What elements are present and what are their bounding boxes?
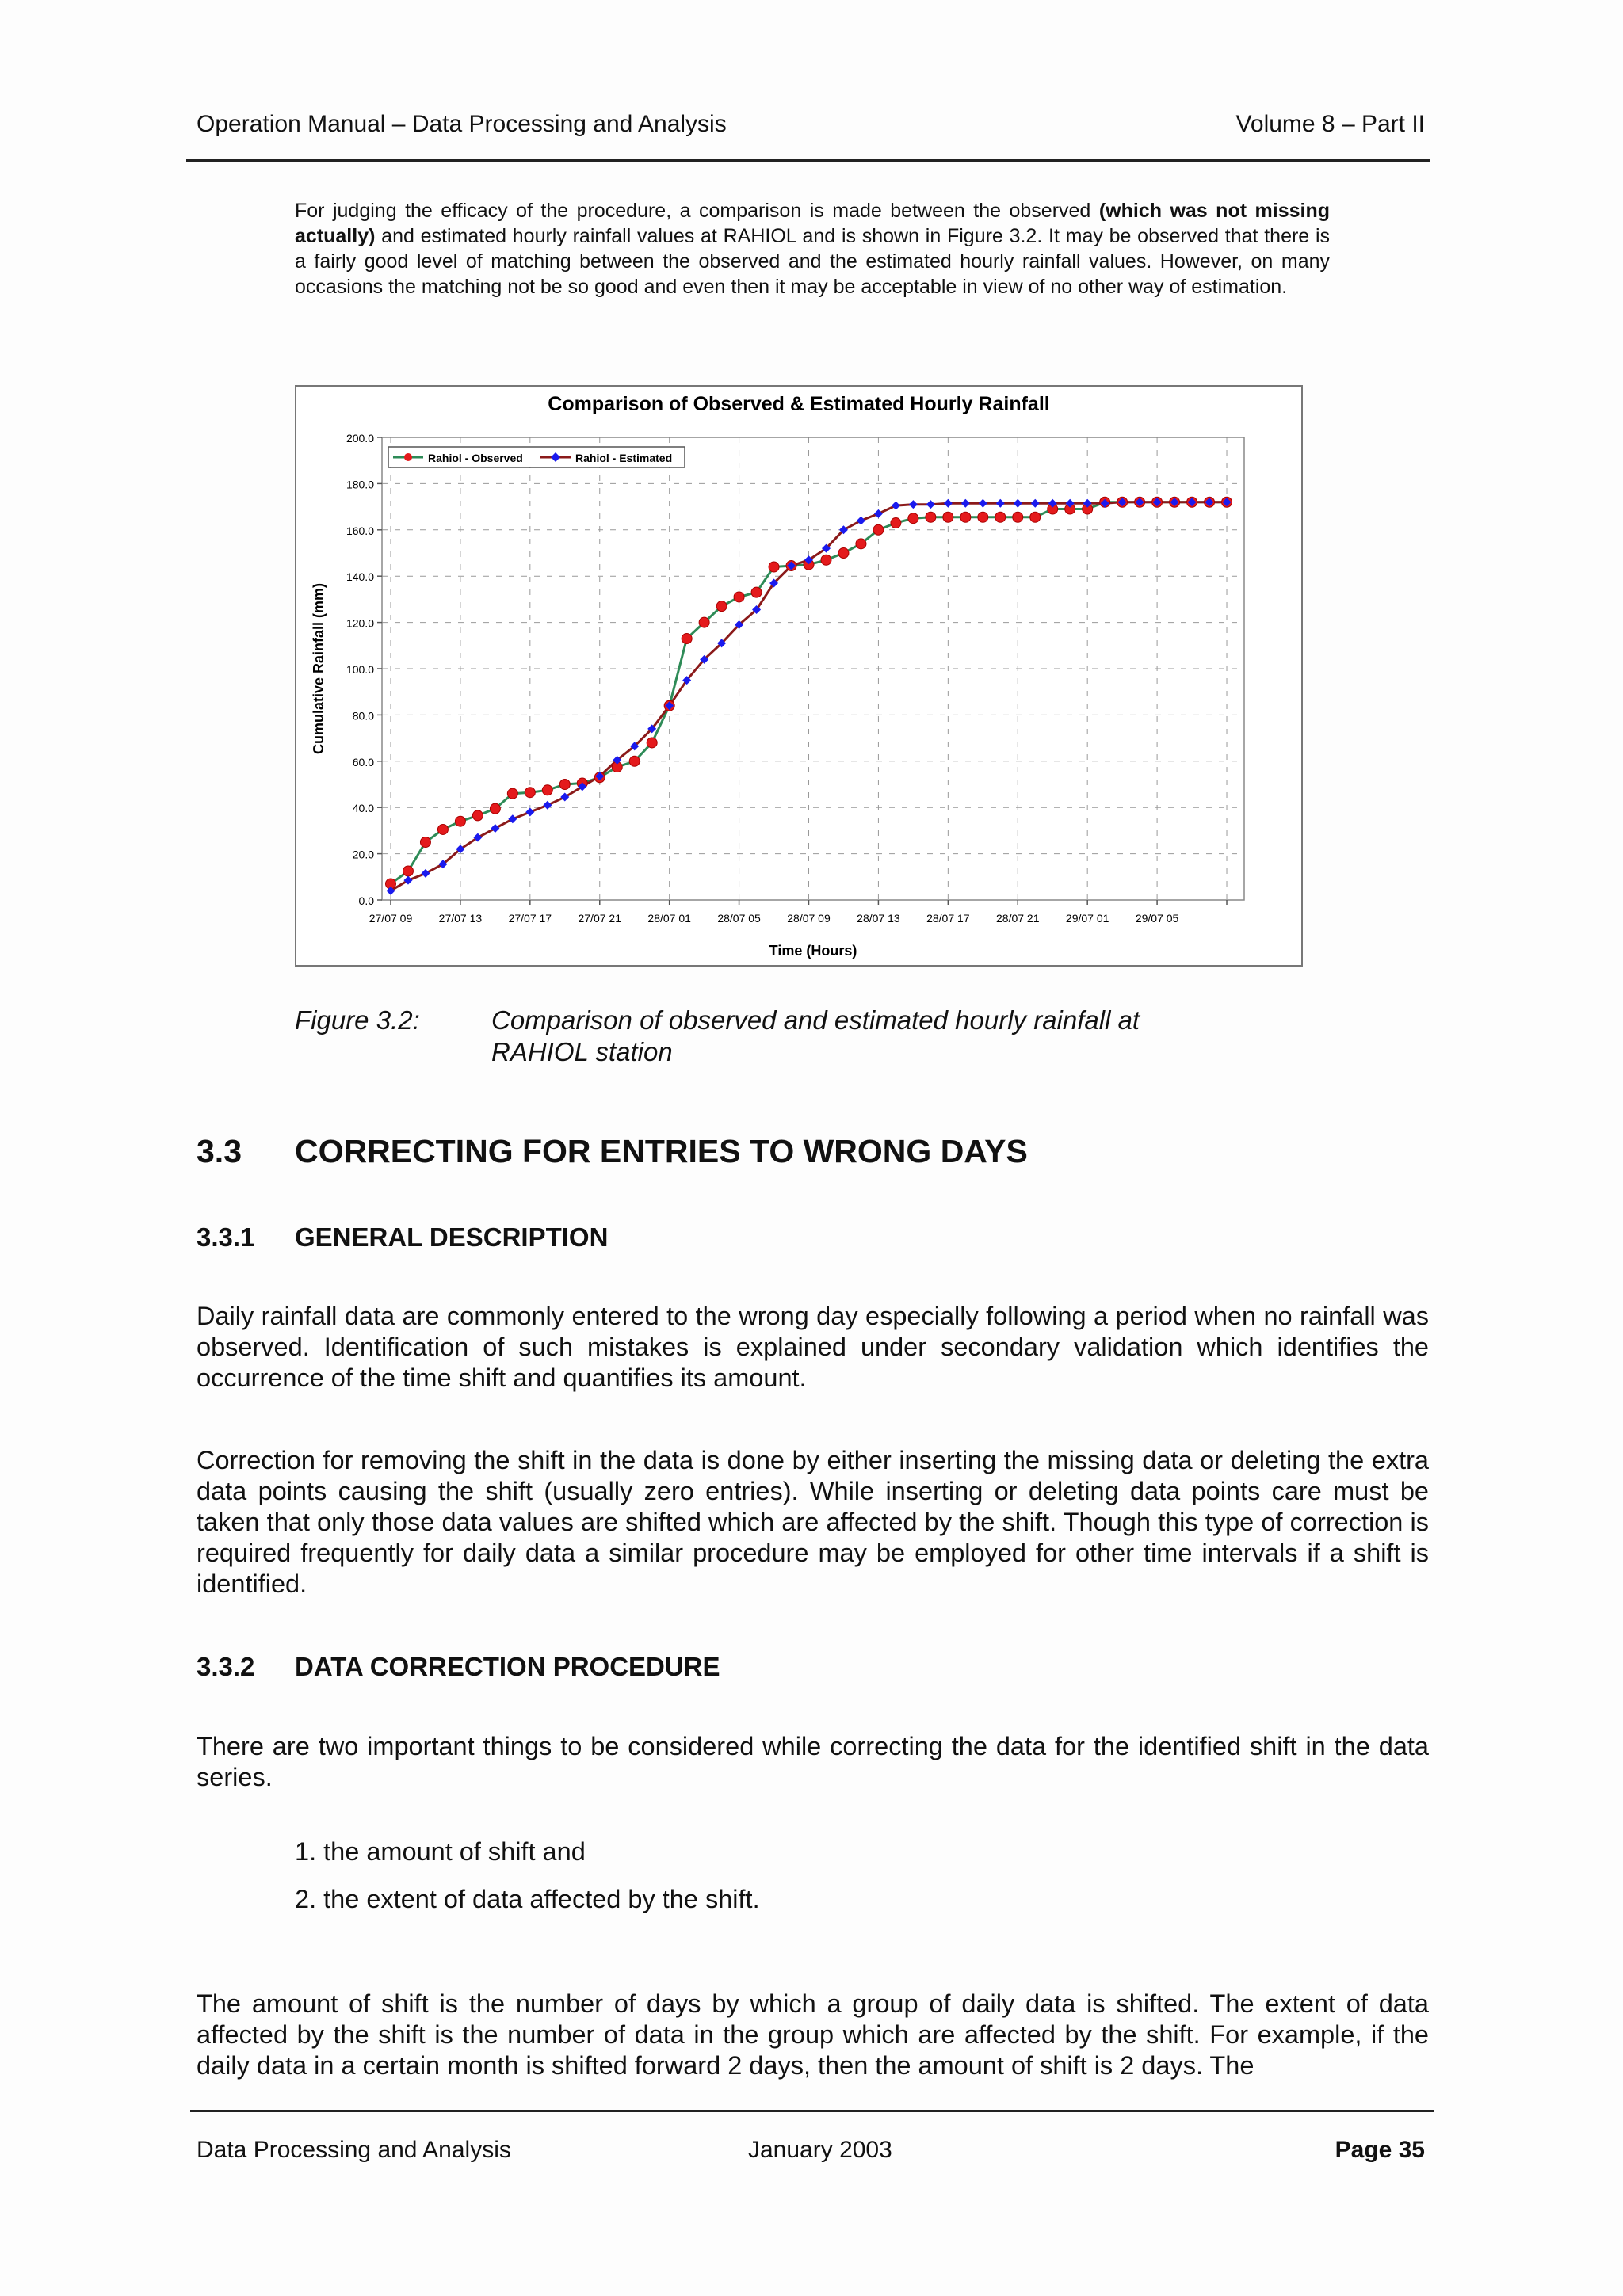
data-point-estimated xyxy=(979,499,987,508)
data-point-observed xyxy=(995,512,1006,522)
list-item: 1. the amount of shift and xyxy=(295,1837,586,1866)
data-point-observed xyxy=(420,837,430,848)
y-tick-label: 120.0 xyxy=(346,616,374,630)
data-point-estimated xyxy=(926,500,935,509)
x-tick-label: 27/07 13 xyxy=(438,912,483,925)
x-tick-label: 27/07 09 xyxy=(369,912,413,925)
header-volume: Volume 8 – Part II xyxy=(1235,111,1425,137)
data-point-estimated xyxy=(874,509,883,518)
x-tick-label: 28/07 13 xyxy=(857,912,900,925)
x-tick-label: 28/07 01 xyxy=(647,912,691,925)
data-point-observed xyxy=(507,788,517,799)
data-point-estimated xyxy=(857,517,865,525)
data-point-observed xyxy=(490,803,500,814)
data-point-observed xyxy=(716,601,727,612)
data-point-observed xyxy=(926,512,936,522)
data-point-estimated xyxy=(944,499,953,508)
subsection-1-number: 3.3.1 xyxy=(197,1222,255,1252)
section-number: 3.3 xyxy=(197,1133,242,1169)
data-point-observed xyxy=(1030,512,1041,522)
data-point-observed xyxy=(629,756,640,766)
footer-title: Data Processing and Analysis xyxy=(197,2137,511,2163)
y-tick-label: 200.0 xyxy=(346,432,374,444)
chart-legend xyxy=(388,447,685,467)
data-point-observed xyxy=(856,539,866,549)
data-point-observed xyxy=(437,824,448,834)
list-item: 2. the extent of data affected by the shift. xyxy=(295,1885,760,1913)
y-tick-label: 0.0 xyxy=(358,894,374,907)
data-point-observed xyxy=(838,548,849,559)
x-tick-label: 28/07 05 xyxy=(717,912,761,925)
data-point-observed xyxy=(751,587,762,597)
data-point-observed xyxy=(403,866,413,876)
y-tick-label: 20.0 xyxy=(352,848,374,861)
y-tick-label: 160.0 xyxy=(346,524,374,537)
x-tick-label: 29/07 05 xyxy=(1135,912,1179,925)
data-point-observed xyxy=(821,555,831,565)
data-point-observed xyxy=(978,512,988,522)
data-point-observed xyxy=(734,592,744,602)
data-point-observed xyxy=(647,738,657,748)
data-point-estimated xyxy=(525,808,534,817)
subsection-2-title: DATA CORRECTION PROCEDURE xyxy=(295,1652,720,1681)
data-point-observed xyxy=(960,512,971,522)
subsection-1-title: GENERAL DESCRIPTION xyxy=(295,1222,609,1252)
data-point-estimated xyxy=(421,869,430,878)
legend-label-observed: Rahiol - Observed xyxy=(428,452,523,464)
data-point-estimated xyxy=(961,499,970,508)
figure-caption-line2: RAHIOL station xyxy=(491,1037,673,1066)
header-title: Operation Manual – Data Processing and Analysis xyxy=(197,111,727,137)
paragraph-procedure-1: There are two important things to be considered while correcting the data for the identified shift in the data series. xyxy=(197,1732,1429,1791)
data-point-estimated xyxy=(1014,499,1022,508)
y-tick-label: 80.0 xyxy=(352,709,374,723)
x-tick-label: 27/07 17 xyxy=(508,912,552,925)
section-title: CORRECTING FOR ENTRIES TO WRONG DAYS xyxy=(295,1133,1028,1169)
data-point-estimated xyxy=(1031,499,1040,508)
data-point-estimated xyxy=(892,502,900,510)
data-point-estimated xyxy=(491,824,499,833)
data-point-observed xyxy=(873,524,884,535)
data-point-observed xyxy=(769,562,779,572)
legend-marker-observed xyxy=(404,453,412,461)
x-tick-label: 29/07 01 xyxy=(1065,912,1109,925)
data-point-observed xyxy=(682,634,692,644)
legend-label-estimated: Rahiol - Estimated xyxy=(575,452,673,464)
y-tick-label: 40.0 xyxy=(352,802,374,815)
footer-date: January 2003 xyxy=(748,2137,892,2163)
data-point-observed xyxy=(943,512,953,522)
data-point-observed xyxy=(1013,512,1023,522)
paragraph-procedure-2: The amount of shift is the number of days by which a group of daily data is shifted. The extent of data affected by the shift is the number of data in the group which are affected by the shift. For example, if the daily data in a certain month is shifted forward 2 days, then the amount of shift is 2 days. The xyxy=(197,1989,1429,2080)
y-tick-label: 140.0 xyxy=(346,570,374,584)
data-point-observed xyxy=(542,785,552,795)
paragraph-general-1: Daily rainfall data are commonly entered to the wrong day especially following a period when no rainfall was observed. Identification of such mistakes is explained under secondary validation which identifies the occurrence of the time shift and quantifies its amount. xyxy=(197,1302,1429,1392)
data-point-estimated xyxy=(508,814,517,823)
y-tick-label: 100.0 xyxy=(346,663,374,676)
data-point-estimated xyxy=(996,499,1005,508)
data-point-observed xyxy=(525,788,535,798)
figure-caption-line1: Comparison of observed and estimated hourly rainfall at xyxy=(491,1005,1140,1035)
chart-canvas xyxy=(296,387,1301,965)
x-tick-label: 28/07 17 xyxy=(926,912,970,925)
x-tick-label: 27/07 21 xyxy=(578,912,621,925)
subsection-2-number: 3.3.2 xyxy=(197,1652,255,1681)
data-point-observed xyxy=(559,780,570,790)
figure-caption xyxy=(491,1005,1140,1068)
footer-rule xyxy=(190,2110,1434,2112)
y-tick-label: 60.0 xyxy=(352,755,374,769)
data-point-observed xyxy=(472,810,483,821)
x-tick-label: 28/07 09 xyxy=(787,912,831,925)
data-point-observed xyxy=(908,513,918,524)
rainfall-chart xyxy=(295,385,1303,967)
paragraph-general-2: Correction for removing the shift in the data is done by either inserting the missing data or deleting the extra data points causing the shift (usually zero entries). While inserting or deleting data points care must be taken that only those data values are shifted which are affected by the shift. Though this type of correction is required frequently for daily data a similar procedure may be employed for other time intervals if a shift is identified. xyxy=(197,1446,1429,1598)
data-point-estimated xyxy=(909,500,918,509)
figure-label: Figure 3.2: xyxy=(295,1005,420,1035)
chart-title: Comparison of Observed & Estimated Hourly Rainfall xyxy=(548,393,1050,415)
data-point-observed xyxy=(699,617,709,627)
data-point-observed xyxy=(455,816,465,826)
x-axis-label: Time (Hours) xyxy=(769,943,857,959)
y-tick-label: 180.0 xyxy=(346,478,374,491)
data-point-observed xyxy=(891,518,901,528)
page-number: Page 35 xyxy=(1335,2137,1425,2163)
data-point-estimated xyxy=(543,801,552,810)
header-rule xyxy=(186,159,1430,162)
intro-paragraph: For judging the efficacy of the procedure, a comparison is made between the observed (which was not missing actually) and estimated hourly rainfall values at RAHIOL and is shown in Figure 3.2. It may be observed that there is a fairly good level of matching between the observed and the estimated hourly rainfall values. However, on many occasions the matching not be so good and even then it may be acceptable in view of no other way of estimation. xyxy=(295,200,1330,298)
x-tick-label: 28/07 21 xyxy=(996,912,1040,925)
y-axis-label: Cumulative Rainfall (mm) xyxy=(311,582,327,755)
